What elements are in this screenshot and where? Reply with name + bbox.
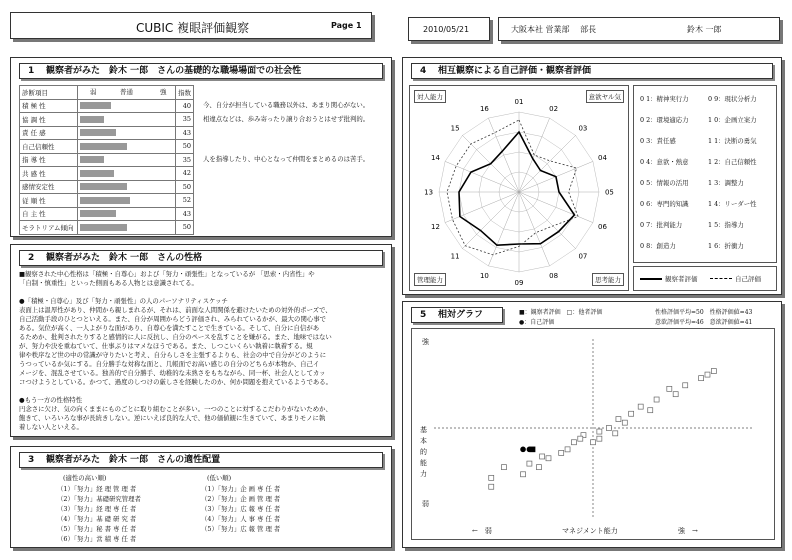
diagnosis-row <box>20 180 194 194</box>
scatter-other-point <box>559 450 564 455</box>
radar-axis-label: 03 <box>578 124 588 133</box>
legend-self-line <box>710 278 732 279</box>
radar-legend-item: 0 8：創造力 <box>640 242 676 250</box>
personality-line: ●もう一方の性格特性 <box>19 396 83 404</box>
scatter-other-point <box>638 404 643 409</box>
aptitude-high-list <box>57 484 141 544</box>
aptitude-high-item: （5）「努力」秘 書 専 任 者 <box>57 525 137 533</box>
diagnosis-value: 50 <box>176 180 194 194</box>
diagnosis-row <box>20 153 194 167</box>
aptitude-low-item: （1）「努力」企 画 専 任 者 <box>201 485 281 493</box>
section-4 <box>402 57 782 295</box>
scatter-other-point <box>654 397 659 402</box>
x-strong-label: 強 → <box>678 527 698 535</box>
radar-axis-label: 15 <box>450 124 460 133</box>
aptitude-low-item: （2）「努力」企 画 管 理 者 <box>201 495 281 503</box>
scatter-other-point <box>521 472 526 477</box>
section-5-header: 5 相対グラフ <box>411 307 503 323</box>
diagnosis-label: 従 順 性 <box>20 194 78 208</box>
diagnosis-value: 50 <box>176 221 194 235</box>
s5-legend-2: ●：自己評価 <box>519 319 555 326</box>
radar-spoke <box>445 192 519 223</box>
radar-axis-label: 02 <box>549 104 559 113</box>
radar-legend-item: 0 1：精神実行力 <box>640 95 689 103</box>
diagnosis-bar <box>80 143 127 150</box>
diagnosis-label: 共 感 性 <box>20 167 78 181</box>
radar-legend-box <box>633 85 777 263</box>
scatter-frame <box>411 328 775 540</box>
s5-stats-1: 性格評価平均=50 性格評価値=43 <box>655 309 753 316</box>
diagnosis-row <box>20 99 194 113</box>
aptitude-low-list <box>201 484 280 534</box>
scatter-other-point <box>489 484 494 489</box>
radar-axis-label: 01 <box>514 98 524 107</box>
diagnosis-bar <box>80 170 114 177</box>
col-item-header: 診断項目 <box>20 86 78 100</box>
personality-line: 飽きて、いろいろな事が長続きしない。逆にいえば良的な人で、他の価値観に生きていて、あまりモノに執 <box>19 414 326 422</box>
scatter-other-point <box>705 372 710 377</box>
x-weak-label: ← 弱 <box>472 527 492 535</box>
diagnosis-value: 43 <box>176 126 194 140</box>
scatter-other-point <box>711 369 716 374</box>
diagnosis-row <box>20 126 194 140</box>
s1-comment-2: 相違点などは、歩み寄ったり譲り合おうとはせず批判的。 <box>203 115 370 123</box>
scatter-other-point <box>571 440 576 445</box>
diagnosis-label: 自己信頼性 <box>20 140 78 154</box>
scale-strong: 強 <box>160 88 167 96</box>
radar-legend-item: 1 5：指導力 <box>708 221 744 229</box>
corner-label-management: 管理能力 <box>414 273 446 286</box>
diagnosis-bar <box>80 156 104 163</box>
personality-line: 円念さに欠け、気の向くままにものごとに取り組むことが多い。一つのことに対するこだわりがないためか、 <box>19 405 332 413</box>
section-3-header: 3 観察者がみた 鈴木 一郎 さんの適性配置 <box>19 452 383 468</box>
scatter-other-point <box>667 386 672 391</box>
scatter-observer-point <box>530 447 536 453</box>
title-box <box>10 12 372 39</box>
radar-axis-label: 04 <box>598 153 607 162</box>
personality-line: うつっているか気にする。自分勝手な対称な面と、几帳面でお高い感じの自分のどちらが本物か、自己イ <box>19 360 320 368</box>
personality-line: ある。気位が高く、一人よがりな面があり、自尊心を満たすことで生きている。そして、自分に自信があ <box>19 324 320 332</box>
diagnosis-row <box>20 221 194 235</box>
corner-label-motivation: 意欲ヤル気 <box>586 90 624 103</box>
personality-line: が、努力や決を重ねていて、仕事ぶりはマメなほうである。また、しつこいくらい執着に執着する。規 <box>19 342 313 350</box>
radar-legend-item: 0 4：意欲・熱意 <box>640 158 689 166</box>
radar-axis-label: 13 <box>424 188 434 197</box>
personality-line: 律や秩序など世の中の常識が守りたいと考え、自分らしさを主張するよりも、社会の中で自分がどのように <box>19 351 327 359</box>
radar-axis-label: 12 <box>431 223 440 232</box>
s5-legend-1: ■：観察者評価 □：他者評価 <box>519 309 603 316</box>
person-box <box>498 17 780 41</box>
report-title: CUBIC 複眼評価観察 <box>136 21 250 35</box>
radar-legend-item: 0 2：環境適応力 <box>640 116 689 124</box>
radar-legend-item: 0 3：責任感 <box>640 137 676 145</box>
radar-legend-item: 0 9：現状分析力 <box>708 95 757 103</box>
diagnosis-value: 35 <box>176 113 194 127</box>
diagnosis-row <box>20 194 194 208</box>
scatter-chart <box>412 329 774 539</box>
aptitude-low-item: （3）「努力」広 報 専 任 者 <box>201 505 281 513</box>
scatter-other-point <box>565 447 570 452</box>
diagnosis-row <box>20 140 194 154</box>
aptitude-high-item: （2）「努力」基礎研究管理者 <box>57 495 141 503</box>
scatter-other-point <box>673 392 678 397</box>
scatter-other-point <box>536 465 541 470</box>
report-date: 2010/05/21 <box>423 25 470 34</box>
scatter-other-point <box>629 411 634 416</box>
date-box <box>408 17 490 41</box>
diagnosis-label: 自 主 性 <box>20 207 78 221</box>
personality-line: 着しない人といえる。 <box>19 423 83 431</box>
scatter-other-point <box>699 376 704 381</box>
s1-comment-1: 今、自分が担当している職務以外は、あまり関心がない。 <box>203 101 370 109</box>
scatter-other-point <box>501 465 506 470</box>
diagnosis-table <box>19 85 194 235</box>
scatter-other-point <box>597 429 602 434</box>
legend-self-label: 自己評価 <box>735 275 761 283</box>
diagnosis-label: 責 任 感 <box>20 126 78 140</box>
s5-stats-2: 意欲評価平均=46 意欲評価値=41 <box>655 319 753 326</box>
personality-line: ■観察された中心性格は「積極・自尊心」および「努力・頑張性」となっているが 「思索・内省性」や <box>19 270 315 278</box>
aptitude-high-item: （4）「努力」基 礎 研 究 者 <box>57 515 137 523</box>
section-2 <box>10 244 392 437</box>
radar-legend-item: 1 0：企画立案力 <box>708 116 757 124</box>
diagnosis-row <box>20 113 194 127</box>
x-axis-label: マネジメント能力 <box>562 527 618 535</box>
y-strong-label: 強 <box>422 338 429 346</box>
radar-legend-item: 1 2：自己信頼性 <box>708 158 757 166</box>
personality-line <box>19 288 387 297</box>
diagnosis-value: 43 <box>176 207 194 221</box>
scale-normal: 普通 <box>120 88 133 96</box>
section-5 <box>402 301 782 548</box>
radar-chart <box>410 86 628 290</box>
personality-line: 自己活動手段のひとつといえる。また、自分が周囲からどう評価され、みられているかが、最大の関心事で <box>19 315 327 323</box>
scatter-other-point <box>597 436 602 441</box>
section-1-header: 1 観察者がみた 鈴木 一郎 さんの基礎的な職場場面での社会性 <box>19 63 383 79</box>
diagnosis-bar <box>80 116 104 123</box>
scatter-self-point <box>520 447 526 453</box>
section-3 <box>10 446 392 548</box>
scale-weak: 弱 <box>90 88 97 96</box>
radar-legend-item: 1 6：折衝力 <box>708 242 744 250</box>
aptitude-low-item: （5）「努力」広 報 管 理 者 <box>201 525 281 533</box>
col-index-header: 指数 <box>176 86 194 100</box>
person-org: 大阪本社 営業部 部長 <box>511 25 597 34</box>
diagnosis-bar <box>80 129 116 136</box>
diagnosis-label: 指 導 性 <box>20 153 78 167</box>
section-1-title: 観察者がみた 鈴木 一郎 さんの基礎的な職場場面での社会性 <box>46 66 302 76</box>
diagnosis-bar <box>80 183 127 190</box>
diagnosis-label: 感情安定性 <box>20 180 78 194</box>
diagnosis-bar <box>80 102 111 109</box>
radar-axis-label: 06 <box>598 223 607 232</box>
radar-axis-label: 09 <box>514 278 524 287</box>
diagnosis-value: 42 <box>176 167 194 181</box>
section-1 <box>10 57 392 237</box>
diagnosis-bar <box>80 224 127 231</box>
diagnosis-value: 35 <box>176 153 194 167</box>
section-2-header: 2 観察者がみた 鈴木 一郎 さんの性格 <box>19 250 383 266</box>
scatter-other-point <box>648 408 653 413</box>
scatter-other-point <box>578 436 583 441</box>
radar-legend-item: 1 3：調整力 <box>708 179 744 187</box>
radar-series-legend <box>633 266 777 291</box>
scatter-other-point <box>489 475 494 480</box>
radar-spoke <box>519 118 550 192</box>
personality-line: 表面上は温厚性があり、仲間から親しまれるが、それは、前面な人間関係を避けたいための対外的ポーズで、 <box>19 306 332 314</box>
scatter-other-point <box>546 456 551 461</box>
radar-axis-label: 14 <box>431 153 440 162</box>
scatter-other-point <box>683 383 688 388</box>
section-4-header: 4 相互観察による自己評価・観察者評価 <box>411 63 773 79</box>
personality-line: メージを、混乱させている。独善的で自分勝手、幼稚的な未熟さをもちながら、同一杯、社会人としてカッ <box>19 369 326 377</box>
diagnosis-label: モラトリアム傾向 <box>20 221 78 235</box>
radar-legend-item: 1 4：リーダー性 <box>708 200 757 208</box>
aptitude-high-item: （6）「努力」営 積 専 任 者 <box>57 535 137 543</box>
radar-legend-item: 0 5：情報の活用 <box>640 179 689 187</box>
diagnosis-row <box>20 207 194 221</box>
radar-legend-item: 0 7：批判能力 <box>640 221 683 229</box>
radar-frame <box>409 85 629 291</box>
radar-spoke <box>445 161 519 192</box>
personality-text <box>19 270 387 432</box>
radar-spoke <box>519 135 576 192</box>
aptitude-low-title: (低い順) <box>207 474 232 482</box>
scatter-other-point <box>613 431 618 436</box>
radar-axis-label: 05 <box>604 188 614 197</box>
corner-label-thinking: 思考能力 <box>592 273 624 286</box>
diagnosis-bar <box>80 197 130 204</box>
scatter-other-point <box>591 440 596 445</box>
legend-observer-label: 観察者評価 <box>665 275 698 283</box>
diagnosis-bar <box>80 210 116 217</box>
scatter-other-point <box>527 461 532 466</box>
y-axis-label: 基本的能力 <box>420 426 427 478</box>
radar-spoke <box>488 118 519 192</box>
radar-legend-item: 1 1：決断の勇気 <box>708 137 757 145</box>
radar-axis-label: 07 <box>578 252 588 261</box>
y-weak-label: 弱 <box>422 500 429 508</box>
legend-observer-line <box>640 278 662 280</box>
radar-axis-label: 10 <box>479 272 489 281</box>
radar-spoke <box>519 192 593 223</box>
scatter-other-point <box>606 426 611 431</box>
radar-legend-item: 0 6：専門的知識 <box>640 200 689 208</box>
scatter-other-point <box>622 420 627 425</box>
section-5-title: 相対グラフ <box>438 310 484 320</box>
aptitude-low-item: （4）「努力」人 事 専 任 者 <box>201 515 281 523</box>
personality-line: 「自制・慎重性」といった側面もある人物とは意識されてる。 <box>19 279 198 287</box>
personality-line: るためか、批判されたりすると感情的に人に反抗し、自分のペースを乱すことを嫌がる。また、地味ではない <box>19 333 332 341</box>
corner-label-interpersonal: 対人能力 <box>414 90 446 103</box>
scatter-other-point <box>616 417 621 422</box>
diagnosis-label: 積 極 性 <box>20 99 78 113</box>
s1-comment-3: 人を指導したり、中心となって仲間をまとめるのは苦手。 <box>203 155 370 163</box>
person-name: 鈴木 一郎 <box>687 25 722 34</box>
section-3-title: 観察者がみた 鈴木 一郎 さんの適性配置 <box>46 455 221 465</box>
diagnosis-row <box>20 167 194 181</box>
page-number: Page 1 <box>331 21 362 30</box>
diagnosis-value: 40 <box>176 99 194 113</box>
diagnosis-label: 協 調 性 <box>20 113 78 127</box>
radar-axis-label: 16 <box>479 104 489 113</box>
aptitude-high-item: （1）「努力」経 理 管 理 者 <box>57 485 137 493</box>
radar-axis-label: 11 <box>450 252 460 261</box>
section-4-title: 相互観察による自己評価・観察者評価 <box>438 66 592 76</box>
personality-line <box>19 387 387 396</box>
aptitude-high-title: (適性の高い順) <box>63 474 107 482</box>
aptitude-high-item: （3）「努力」経 理 専 任 者 <box>57 505 137 513</box>
diagnosis-value: 50 <box>176 140 194 154</box>
personality-line: コつけようとしている。かつて、過度のしつけの厳しさを経験したのか、何か問題を抱えているようである。 <box>19 378 333 386</box>
radar-axis-label: 08 <box>549 272 559 281</box>
personality-line: ●「積極・自尊心」及び「努力・頑張性」の人のパーソナリティスケッチ <box>19 297 228 305</box>
diagnosis-value: 52 <box>176 194 194 208</box>
section-2-title: 観察者がみた 鈴木 一郎 さんの性格 <box>46 253 203 263</box>
scatter-other-point <box>540 454 545 459</box>
